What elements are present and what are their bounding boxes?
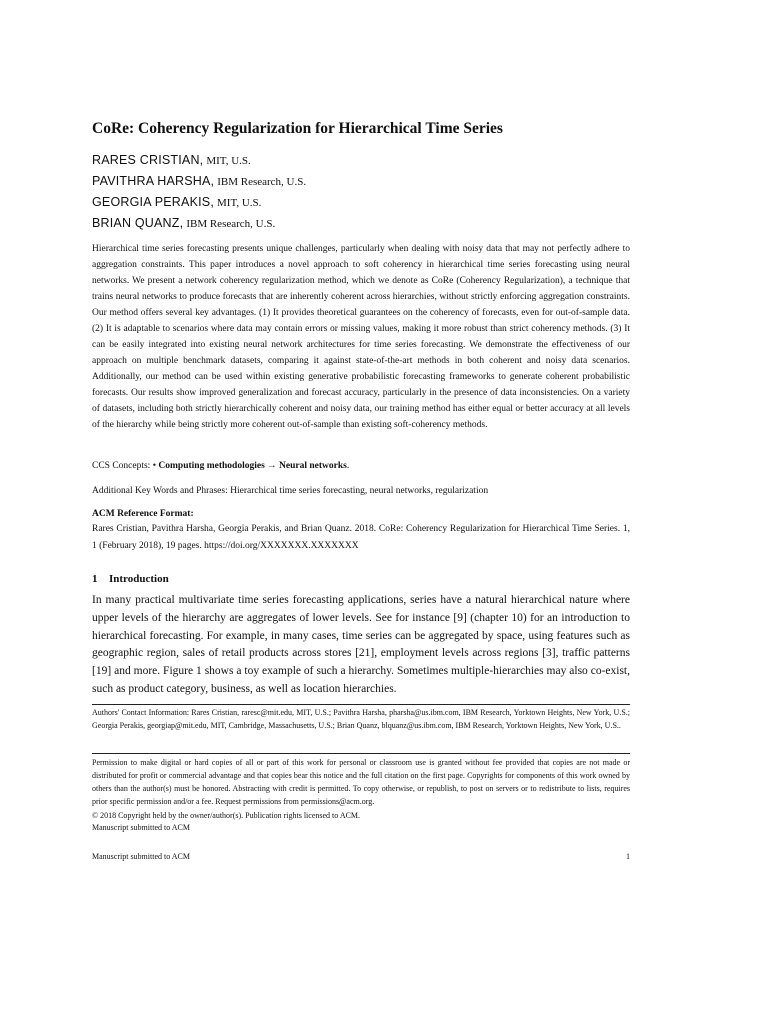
author-entry — [92, 173, 630, 194]
ccs-concept: Computing methodologies → Neural networks — [158, 461, 347, 471]
acm-reference-label: ACM Reference Format: — [92, 509, 194, 519]
author-entry — [92, 215, 630, 236]
keywords: Additional Key Words and Phrases: Hierarchical time series forecasting, neural networks, regularization — [92, 486, 489, 496]
acm-reference-text: Rares Cristian, Pavithra Harsha, Georgia Perakis, and Brian Quanz. 2018. CoRe: Coherency Regularization for Hierarchical Time Series. 1, 1 (February 2018), 19 pages. https://doi.org/XXXXXXX.XXXXXXX — [92, 524, 630, 551]
abstract: Hierarchical time series forecasting presents unique challenges, particularly when dealing with noisy data that may not perfectly adhere to aggregation constraints. This paper introduces a novel approach to soft coherency in hierarchical time series forecasting using neural networks. We present a network coherency regularization method, which we denote as CoRe (Coherency Regularization), a technique that trains neural networks to produce forecasts that are inherently coherent across hierarchies, without strictly enforcing aggregation constraints. Our method offers several key advantages. (1) It provides theoretical guarantees on the coherency of forecasts, even for out-of-sample data. (2) It is adaptable to scenarios where data may contain errors or missing values, making it more robust than strict coherency methods. (3) It can be easily integrated into existing neural network architectures for time series forecasting. We demonstrate the effectiveness of our approach on multiple benchmark datasets, comparing it against state-of-the-art methods in both coherent and noisy data scenarios. Additionally, our method can be used within existing generative probabilistic forecasting frameworks to generate coherent probabilistic forecasts. Our results show improved generalization and forecast accuracy, particularly in the presence of data inconsistencies. On a variety of datasets, including both strictly hierarchically coherent and noisy data, our training method has either equal or better accuracy at all levels of the hierarchy while being strictly more coherent out-of-sample than existing soft-coherency methods. — [92, 244, 630, 430]
author-entry — [92, 152, 630, 173]
footer-venue: Manuscript submitted to ACM — [92, 852, 190, 861]
section-title: Introduction — [109, 573, 169, 585]
permission-divider — [92, 753, 630, 754]
section-heading — [92, 572, 630, 586]
author-name: GEORGIA PERAKIS, — [92, 195, 214, 209]
author-name: PAVITHRA HARSHA, — [92, 174, 215, 188]
paper-title: CoRe: Coherency Regularization for Hierarchical Time Series — [92, 120, 503, 137]
author-list — [92, 152, 630, 236]
author-name: RARES CRISTIAN, — [92, 153, 204, 167]
introduction-paragraph: In many practical multivariate time series forecasting applications, series have a natural hierarchical nature where upper levels of the hierarchy are aggregates of lower levels. See for instance [9] (chapter 10) for an introduction to hierarchical forecasting. For example, in many cases, time series can be aggregated by space, using features such as geographic region, sales of retail products across stores [21], employment levels across regions [3], traffic patterns [19] and more. Figure 1 shows a toy example of such a hierarchy. Sometimes multiple-hierarchies may also co-exist, such as product category, business, as well as location hierarchies. — [92, 594, 630, 695]
ccs-concepts — [92, 460, 630, 473]
ccs-label: CCS Concepts: • — [92, 461, 159, 471]
copyright-notice: © 2018 Copyright held by the owner/author(s). Publication rights licensed to ACM. — [92, 811, 361, 820]
author-entry — [92, 194, 630, 215]
page-number: 1 — [626, 852, 630, 861]
author-affiliation: IBM Research, U.S. — [186, 218, 276, 230]
author-affiliation: MIT, U.S. — [217, 197, 262, 209]
section-number: 1 — [92, 573, 98, 585]
author-affiliation: MIT, U.S. — [206, 155, 251, 167]
author-name: BRIAN QUANZ, — [92, 216, 184, 230]
ccs-end: . — [346, 461, 350, 471]
footnote-divider — [92, 704, 630, 705]
submission-note: Manuscript submitted to ACM — [92, 823, 190, 832]
permission-notice: Permission to make digital or hard copies of all or part of this work for personal or classroom use is granted without fee provided that copies are not made or distributed for profit or commercial advantage and that copies bear this notice and the full citation on the first page. Copyrights for components of this work owned by others than the author(s) must be honored. Abstracting with credit is permitted. To copy otherwise, or republish, to post on servers or to redistribute to lists, requires prior specific permission and/or a fee. Request permissions from permissions@acm.org. — [92, 758, 630, 806]
author-affiliation: IBM Research, U.S. — [217, 176, 307, 188]
author-contact-info: Authors' Contact Information: Rares Cristian, raresc@mit.edu, MIT, U.S.; Pavithra Harsha, pharsha@us.ibm.com, IBM Research, Yorktown Heights, New York, U.S.; Georgia Perakis, georgiap@mit.edu, MIT, Cambridge, Massachusetts, U.S.; Brian Quanz, blquanz@us.ibm.com, IBM Research, Yorktown Heights, New York, U.S.. — [92, 708, 630, 730]
